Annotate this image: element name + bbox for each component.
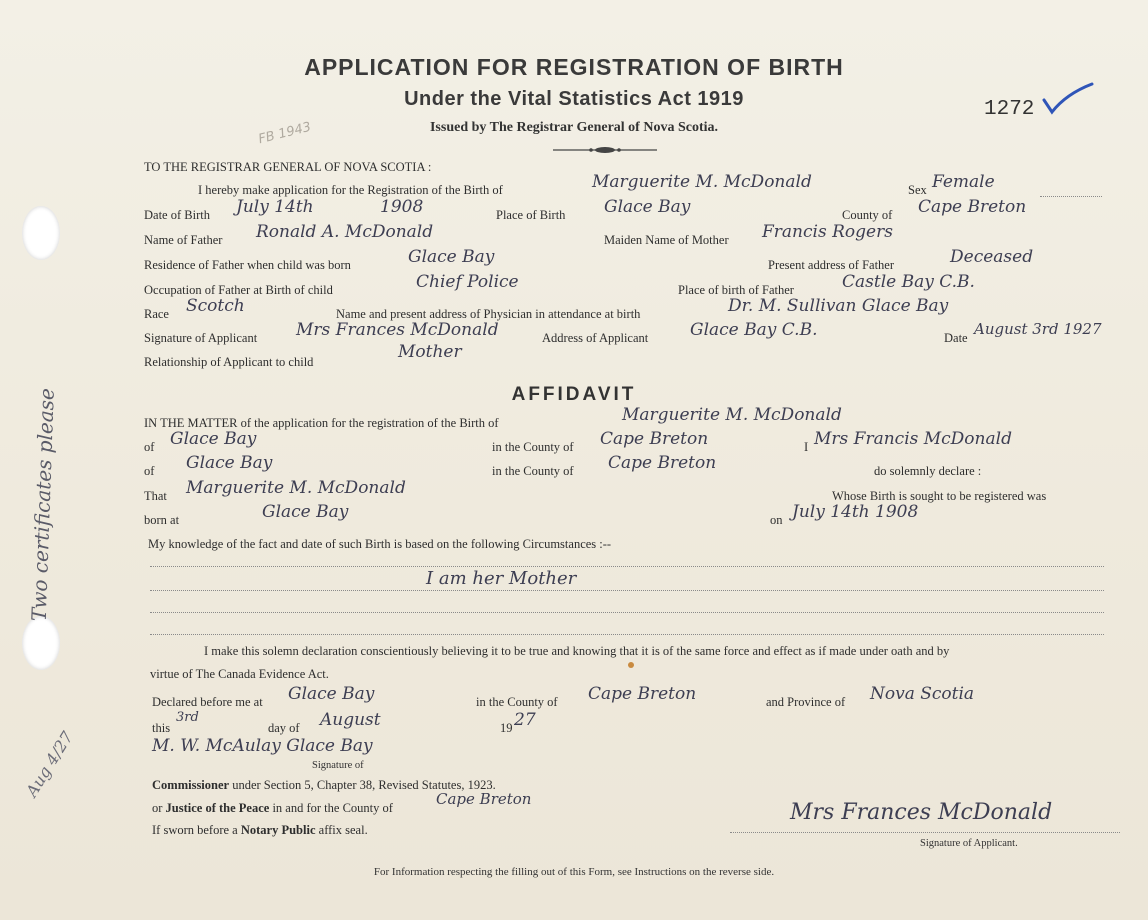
born-on-value: July 14th 1908	[792, 502, 919, 522]
notary-label: Notary Public	[240, 823, 316, 837]
circumstances-line-2	[150, 590, 1104, 591]
form-issuer: Issued by The Registrar General of Nova Scotia.	[429, 120, 719, 135]
dob-day: July 14th	[236, 197, 314, 217]
of-place-2: Glace Bay	[186, 453, 273, 473]
child-name: Marguerite M. McDonald	[592, 172, 812, 192]
pob-value: Glace Bay	[604, 197, 691, 217]
ornament-divider	[553, 146, 657, 154]
declare-label: do solemnly declare :	[874, 464, 982, 478]
applicant-signature: Mrs Frances McDonald	[296, 320, 499, 340]
footer-note: For Information respecting the filling out of this Form, see Instructions on the reverse side.	[373, 866, 775, 878]
circumstances-line-3	[150, 612, 1104, 613]
declared-county-value: Cape Breton	[588, 684, 697, 704]
matter-name: Marguerite M. McDonald	[622, 405, 842, 425]
residence-label: Residence of Father when child was born	[144, 258, 351, 272]
notary-prefix: If sworn before a	[152, 823, 238, 837]
province-label: and Province of	[766, 695, 846, 709]
form-title: APPLICATION FOR REGISTRATION OF BIRTH	[304, 54, 844, 80]
form-subtitle: Under the Vital Statistics Act 1919	[404, 88, 744, 110]
notary-text: affix seal.	[318, 823, 368, 837]
province-value: Nova Scotia	[870, 684, 975, 704]
justice-county-value: Cape Breton	[436, 790, 532, 808]
pob-label: Place of Birth	[496, 208, 566, 222]
declared-label: Declared before me at	[152, 695, 263, 709]
applicant-address-value: Glace Bay C.B.	[690, 320, 818, 340]
father-label: Name of Father	[144, 233, 223, 247]
father-birthplace-label: Place of birth of Father	[678, 283, 794, 297]
circumstances-value: I am her Mother	[426, 568, 577, 589]
margin-side-note: Two certificates please	[26, 387, 59, 622]
registration-number: 1272	[984, 98, 1035, 121]
commissioner-signature: M. W. McAulay Glace Bay	[152, 736, 373, 756]
that-label: That	[144, 489, 167, 503]
justice-text: in and for the County of	[272, 801, 393, 815]
county-label: County of	[842, 208, 893, 222]
date-label: Date	[944, 331, 968, 345]
circumstances-line-4	[150, 634, 1104, 635]
knowledge-label: My knowledge of the fact and date of such Birth is based on the following Circumstances :--	[148, 537, 612, 551]
born-at-label: born at	[144, 513, 180, 527]
whose-birth-label: Whose Birth is sought to be registered was	[832, 489, 1047, 503]
dots	[1040, 196, 1102, 197]
commissioner-text: under Section 5, Chapter 38, Revised Statutes, 1923.	[232, 778, 496, 792]
day-value: 3rd	[176, 710, 199, 725]
county-value: Cape Breton	[918, 197, 1027, 217]
county-2: Cape Breton	[608, 453, 717, 473]
month-value: August	[320, 710, 381, 730]
applicant-address-label: Address of Applicant	[542, 331, 649, 345]
relationship-label: Relationship of Applicant to child	[144, 355, 314, 369]
justice-line	[152, 801, 393, 816]
justice-label: Justice of the Peace	[165, 801, 270, 815]
born-at-value: Glace Bay	[262, 502, 349, 522]
residence-value: Glace Bay	[408, 247, 495, 267]
applicant-final-label: Signature of Applicant.	[920, 838, 1018, 849]
county-1: Cape Breton	[600, 429, 709, 449]
day-of-label: day of	[268, 721, 300, 735]
father-name: Ronald A. McDonald	[256, 222, 434, 242]
sex-value: Female	[932, 172, 995, 192]
circumstances-line-1	[150, 566, 1104, 567]
punch-hole-top	[22, 206, 60, 260]
present-address-value: Deceased	[950, 247, 1034, 267]
on-label: on	[770, 513, 783, 527]
in-county-label-2: in the County of	[492, 464, 574, 478]
declarant-name: Mrs Francis McDonald	[814, 429, 1012, 449]
physician-value: Dr. M. Sullivan Glace Bay	[728, 296, 949, 316]
intro-label: I hereby make application for the Registration of the Birth of	[198, 183, 503, 197]
affidavit-heading: AFFIDAVIT	[511, 384, 637, 405]
of-label-2: of	[144, 464, 155, 478]
in-county-label-1: in the County of	[492, 440, 574, 454]
race-value: Scotch	[186, 296, 245, 316]
dob-year: 1908	[380, 197, 424, 217]
justice-prefix: or	[152, 801, 163, 815]
solemn-text-1: I make this solemn declaration conscientiously believing it to be true and knowing that it is of the same force and effect as if made under oath and by	[204, 644, 950, 658]
punch-hole-bottom	[22, 616, 60, 670]
date-value: August 3rd 1927	[974, 320, 1102, 338]
solemn-text-2: virtue of The Canada Evidence Act.	[150, 667, 329, 681]
addressee: TO THE REGISTRAR GENERAL OF NOVA SCOTIA :	[144, 160, 432, 174]
occupation-label: Occupation of Father at Birth of child	[144, 283, 333, 297]
applicant-final-signature: Mrs Frances McDonald	[790, 800, 1053, 825]
notary-line	[152, 823, 368, 838]
i-label: I	[804, 440, 809, 454]
sex-label: Sex	[908, 183, 927, 197]
applicant-sig-label: Signature of Applicant	[144, 331, 258, 345]
archive-stamp: FB 1943	[256, 119, 313, 148]
year-prefix: 19	[500, 721, 513, 735]
commissioner-label: Commissioner	[152, 778, 230, 792]
physician-label: Name and present address of Physician in attendance at birth	[336, 307, 641, 321]
that-name: Marguerite M. McDonald	[186, 478, 406, 498]
this-label: this	[152, 721, 171, 735]
matter-label: IN THE MATTER of the application for the registration of the Birth of	[144, 416, 499, 430]
race-label: Race	[144, 307, 169, 321]
father-birthplace-value: Castle Bay C.B.	[842, 272, 975, 292]
declared-at-value: Glace Bay	[288, 684, 375, 704]
relationship-value: Mother	[398, 342, 462, 362]
dob-label: Date of Birth	[144, 208, 210, 222]
in-county-label-3: in the County of	[476, 695, 558, 709]
ink-spot	[628, 662, 634, 668]
of-label-1: of	[144, 440, 155, 454]
signature-line	[730, 832, 1120, 833]
mother-name: Francis Rogers	[762, 222, 893, 242]
present-address-label: Present address of Father	[768, 258, 895, 272]
margin-date-note: Aug 4/27	[22, 727, 77, 801]
of-place-1: Glace Bay	[170, 429, 257, 449]
checkmark-icon	[1040, 82, 1096, 118]
mother-label: Maiden Name of Mother	[604, 233, 729, 247]
occupation-value: Chief Police	[416, 272, 519, 292]
year-suffix: 27	[514, 710, 536, 730]
signature-of-label: Signature of	[312, 760, 364, 771]
